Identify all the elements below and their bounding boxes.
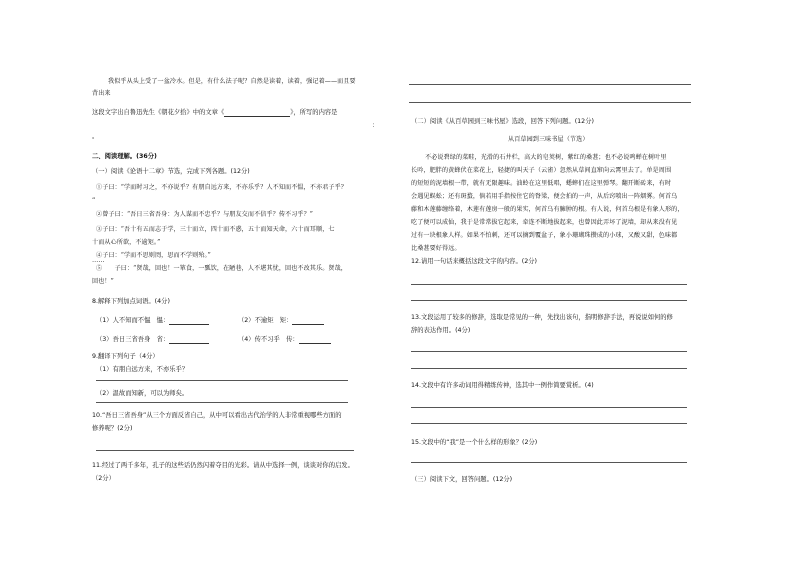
passage-line: 的短短的泥墙根一带，就有无限趣味。油蛉在这里低唱，蟋蟀们在这里弹琴。翻开断砖来，有时 bbox=[411, 180, 672, 187]
passage-line: 不必说碧绿的菜畦，光滑的石井栏，高大的皂荚树，紫红的桑葚；也不必说鸣蝉在树叶里 bbox=[425, 154, 667, 161]
answer-line[interactable] bbox=[411, 407, 687, 408]
answer-line[interactable] bbox=[411, 423, 687, 424]
question-item bbox=[238, 316, 324, 325]
question-text: 13.文段运用了较多的修辞，选取是常见的一种，先找出该句，指明修辞手法，再说说如何的修 bbox=[411, 314, 673, 321]
period-mark: 。 bbox=[92, 133, 99, 140]
question-text: （4）传不习乎 传： bbox=[238, 336, 299, 343]
answer-line[interactable] bbox=[411, 462, 687, 463]
question-text: 15.文段中的“我”是一个什么样的形象？(2分) bbox=[411, 439, 538, 446]
question-text: （2分） bbox=[92, 475, 115, 482]
question-text: 辞的表达作用。(4分) bbox=[411, 327, 471, 334]
question-item bbox=[96, 335, 209, 344]
passage-line: 我似乎从头上受了一盆冷水。但是，有什么法子呢？自然是读着，读着，强记着——而且要 bbox=[108, 78, 356, 85]
question-text: 这段文字出自鲁迅先生《朝花夕拾》中的文章《 bbox=[92, 109, 225, 116]
question-text: 11.经过了两千多年，孔子的这些话仍然闪着夺目的光彩。请从中选择一例，谈谈对你的启发。 bbox=[92, 462, 354, 469]
answer-blank[interactable] bbox=[224, 109, 290, 117]
part-heading: （一）阅读《论语十二章》节选，完成下列各题。(12分) bbox=[92, 168, 250, 175]
quote-line: ①子曰：“学而时习之，不亦说乎？有朋自远方来，不亦乐乎？人不知而不愠，不亦君子乎？ bbox=[96, 184, 347, 191]
passage-line: 藤和木莲藤缠络着，木莲有莲房一般的果实，何首乌有臃肿的根。有人说，何首乌根是有象人形的， bbox=[411, 206, 684, 213]
quote-line: 回也！” bbox=[92, 278, 114, 285]
passage-line: 会遇见蜈蚣；还有斑蝥，倘若用手指按住它的脊梁，便会拍的一声，从后窍喷出一阵烟雾。何首乌 bbox=[411, 193, 678, 200]
question-item bbox=[96, 316, 209, 325]
passage-line: 过有一块根象人样。如果不怕刺，还可以摘到覆盆子，象小珊瑚珠攒成的小球，又酸又甜，色味都 bbox=[411, 232, 678, 239]
answer-line[interactable] bbox=[96, 402, 348, 403]
question-heading: 8.解释下列加点词语。(4分) bbox=[92, 298, 170, 305]
answer-blank[interactable] bbox=[169, 336, 209, 344]
quote-line: ” bbox=[92, 197, 96, 204]
answer-line[interactable] bbox=[411, 284, 687, 285]
question-text: （3）吾日三省吾身 省： bbox=[96, 336, 170, 343]
question-text: 修养呢？(2分) bbox=[92, 425, 133, 432]
part-heading: （二）阅读《从百草园到三味书屋》选段，回答下列问题。(12分) bbox=[411, 118, 594, 125]
quote-line: ②曾子曰：“吾日三省吾身：为人谋而不忠乎？与朋友交而不信乎？传不习乎？” bbox=[96, 211, 314, 218]
answer-line[interactable] bbox=[409, 84, 691, 85]
question-heading: 9.翻译下列句子（4分） bbox=[92, 353, 159, 360]
question-text: （2）不逾矩 矩： bbox=[238, 317, 293, 324]
question-item bbox=[238, 335, 331, 344]
answer-line[interactable] bbox=[96, 380, 348, 381]
question-item: （1）有朋自远方来，不亦乐乎？ bbox=[96, 366, 189, 373]
passage-line: 比桑葚要好得远。 bbox=[411, 245, 461, 252]
quote-line: ⑤ 子曰：“贤哉，回也！一箪食，一瓢饮，在陋巷，人不堪其忧，回也不改其乐。贤哉， bbox=[96, 265, 347, 272]
question-item: （2）温故而知新，可以为师矣。 bbox=[96, 390, 189, 397]
answer-blank[interactable] bbox=[299, 336, 331, 344]
passage-title: 从百草园到三味书屋（节选） bbox=[508, 136, 589, 143]
passage-line: 长吟，肥胖的黄蜂伏在菜花上，轻捷的叫天子（云雀）忽然从草间直窜向云霄里去了。单是周围 bbox=[411, 167, 672, 174]
colon-mark: ： bbox=[372, 122, 379, 129]
answer-blank[interactable] bbox=[292, 317, 324, 325]
quote-line: ③子曰：“吾十有五而志于学，三十而立，四十而不惑，五十而知天命，六十而耳顺，七 bbox=[96, 226, 335, 233]
question-text: 12.请用一句话来概括这段文字的内容。(2分) bbox=[411, 258, 537, 265]
quote-line: ④子曰：“学而不思则罔，思而不学则殆。” bbox=[96, 252, 211, 259]
answer-line[interactable] bbox=[409, 102, 691, 103]
answer-line[interactable] bbox=[96, 450, 354, 451]
source-question bbox=[92, 108, 337, 117]
quote-line: 十而从心所欲，不逾矩。” bbox=[92, 239, 161, 246]
answer-line[interactable] bbox=[411, 351, 687, 352]
quote-line: …… bbox=[92, 257, 105, 264]
section-heading: 二、阅读理解。(36分) bbox=[92, 153, 157, 160]
question-text: 10.“吾日三省吾身”从三个方面反省自己，从中可以看出古代治学的人非常重视哪些方面的 bbox=[92, 412, 342, 419]
passage-line: 吃了便可以成仙，我于是常常拔它起来，牵连不断地拔起来，也曾因此弄坏了泥墙，却从来没有见 bbox=[411, 219, 678, 226]
answer-line[interactable] bbox=[411, 368, 687, 369]
question-text: 14.文段中有许多动词用得精练传神，选其中一例作简要赏析。(4) bbox=[411, 382, 594, 389]
question-text: （1）人不知而不愠 愠： bbox=[96, 317, 170, 324]
answer-line[interactable] bbox=[411, 300, 687, 301]
part-heading: （三）阅读下文，回答问题。(12分) bbox=[411, 476, 513, 483]
question-text: 》，所写的内容是 bbox=[290, 109, 338, 116]
answer-blank[interactable] bbox=[169, 317, 209, 325]
passage-line: 背出来 bbox=[92, 90, 111, 97]
